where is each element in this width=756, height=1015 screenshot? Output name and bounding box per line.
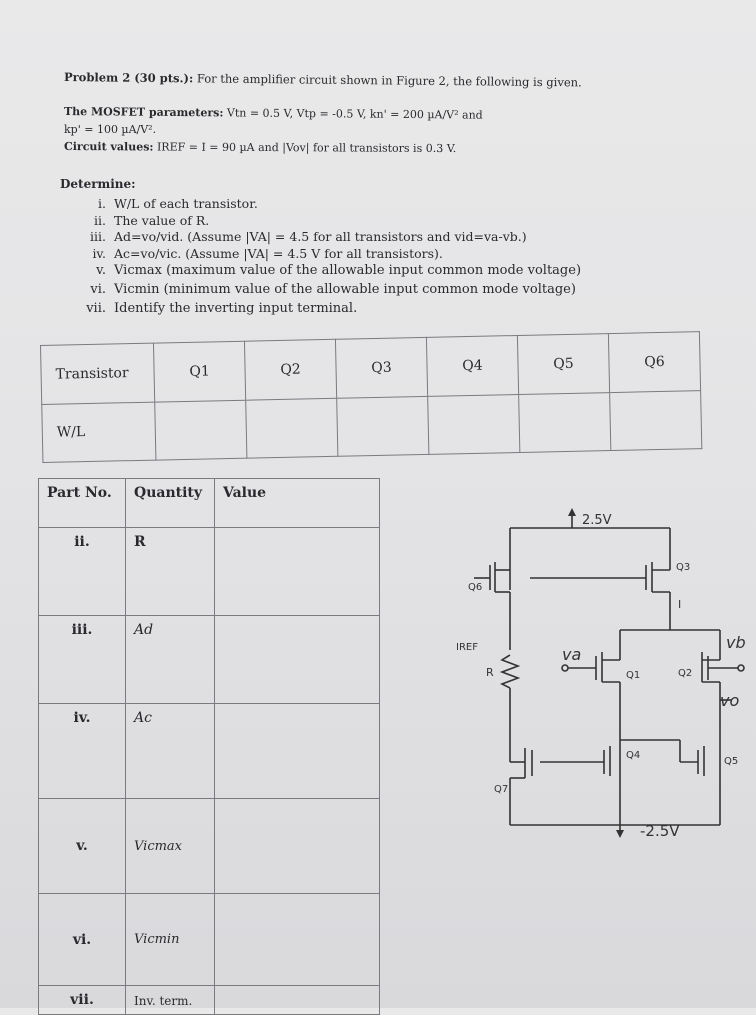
q1-label: Q1: [626, 670, 641, 681]
iref-label: IREF: [456, 642, 478, 653]
circuit-label: Circuit values:: [63, 140, 154, 154]
amplifier-circuit-diagram: [440, 500, 750, 840]
item-text: Identify the inverting input terminal.: [114, 301, 358, 316]
item-text: Vicmax (maximum value of the allowable input common mode voltage): [114, 263, 582, 278]
table-cell: Q3: [335, 337, 427, 397]
q2-label: Q2: [678, 668, 693, 679]
item-number: iv.: [92, 246, 106, 261]
determine-item: [78, 246, 443, 261]
quantity-cell: Ad: [126, 616, 215, 704]
determine-item: [78, 282, 576, 297]
determine-item: [78, 301, 357, 316]
part-cell: vi.: [39, 894, 126, 986]
table-cell: Q6: [608, 332, 700, 392]
table-row: [39, 528, 380, 616]
table-row: [39, 986, 380, 1015]
table-row: [39, 799, 380, 894]
table-cell: Q4: [426, 335, 518, 395]
item-number: ii.: [94, 213, 106, 228]
item-text: Ac=vo/vic. (Assume |VA| = 4.5 V for all transistors).: [114, 246, 443, 261]
vdd-label: 2.5V: [582, 513, 612, 528]
header-cell: Part No.: [39, 479, 126, 528]
table-header-row: [39, 479, 380, 528]
table-row: [39, 894, 380, 986]
table-cell: Q1: [153, 341, 245, 401]
vb-label: vb: [726, 633, 746, 652]
determine-item: [78, 196, 258, 211]
table-row: [39, 704, 380, 799]
item-number: v.: [96, 263, 106, 278]
problem-statement: [64, 70, 582, 89]
circuit-text: IREF = I = 90 µA and |Vov| for all transistors is 0.3 V.: [156, 140, 457, 156]
va-label: va: [562, 645, 582, 664]
value-cell[interactable]: [215, 528, 380, 616]
item-number: i.: [98, 196, 106, 211]
answer-cell[interactable]: [428, 394, 520, 454]
item-number: vii.: [86, 301, 106, 316]
table-cell: Q2: [244, 339, 336, 399]
table-cell: W/L: [42, 402, 156, 463]
determine-item: [78, 263, 581, 278]
item-text: Vicmin (minimum value of the allowable input common mode voltage): [114, 282, 576, 297]
value-cell[interactable]: [215, 616, 380, 704]
part-cell: v.: [39, 799, 126, 894]
answer-table: [38, 478, 380, 1008]
q4-label: Q4: [626, 750, 641, 761]
problem-text: For the amplifier circuit shown in Figure 2, the following is given.: [196, 71, 582, 90]
quantity-cell: Vicmax: [126, 799, 215, 894]
quantity-cell: R: [126, 528, 215, 616]
part-cell: vii.: [39, 986, 126, 1015]
value-cell[interactable]: [215, 894, 380, 986]
determine-title: Determine:: [60, 177, 136, 191]
q7-label: Q7: [494, 784, 509, 795]
answer-cell[interactable]: [155, 400, 247, 460]
circuit-values: [64, 140, 456, 155]
wl-table: [40, 331, 702, 463]
quantity-cell: Ac: [126, 704, 215, 799]
quantity-cell: Inv. term.: [126, 986, 215, 1015]
answer-cell[interactable]: [519, 392, 611, 452]
r-label: R: [486, 666, 494, 679]
mosfet-parameters: [64, 105, 483, 122]
value-cell[interactable]: [215, 986, 380, 1015]
table-row: [42, 390, 702, 462]
answer-cell[interactable]: [246, 398, 338, 458]
part-cell: ii.: [39, 528, 126, 616]
determine-item: [78, 229, 527, 244]
table-cell: Transistor: [41, 343, 155, 404]
part-cell: iv.: [39, 704, 126, 799]
q6-label: Q6: [468, 582, 483, 593]
problem-label: Problem 2 (30 pts.):: [63, 70, 194, 86]
q3-label: Q3: [676, 562, 691, 573]
answer-cell[interactable]: [610, 390, 702, 450]
kp-parameter: kp' = 100 µA/V².: [64, 123, 157, 136]
item-number: iii.: [90, 229, 106, 244]
determine-item: [78, 213, 209, 228]
mosfet-text: Vtn = 0.5 V, Vtp = -0.5 V, kn' = 200 µA/V² and: [226, 106, 483, 122]
q5-label: Q5: [724, 756, 739, 767]
vo-label: vo: [720, 691, 740, 710]
value-cell[interactable]: [215, 704, 380, 799]
part-cell: iii.: [39, 616, 126, 704]
item-number: vi.: [90, 282, 106, 297]
value-cell[interactable]: [215, 799, 380, 894]
item-text: W/L of each transistor.: [114, 196, 258, 211]
item-text: The value of R.: [114, 213, 210, 228]
table-cell: Q5: [517, 334, 609, 394]
item-text: Ad=vo/vid. (Assume |VA| = 4.5 for all transistors and vid=va-vb.): [114, 229, 527, 244]
table-row: [39, 616, 380, 704]
header-cell: Quantity: [126, 479, 215, 528]
vss-label: -2.5V: [640, 822, 680, 840]
current-label: I: [678, 598, 682, 611]
quantity-cell: Vicmin: [126, 894, 215, 986]
mosfet-label: The MOSFET parameters:: [63, 105, 224, 120]
answer-cell[interactable]: [337, 396, 429, 456]
header-cell: Value: [215, 479, 380, 528]
